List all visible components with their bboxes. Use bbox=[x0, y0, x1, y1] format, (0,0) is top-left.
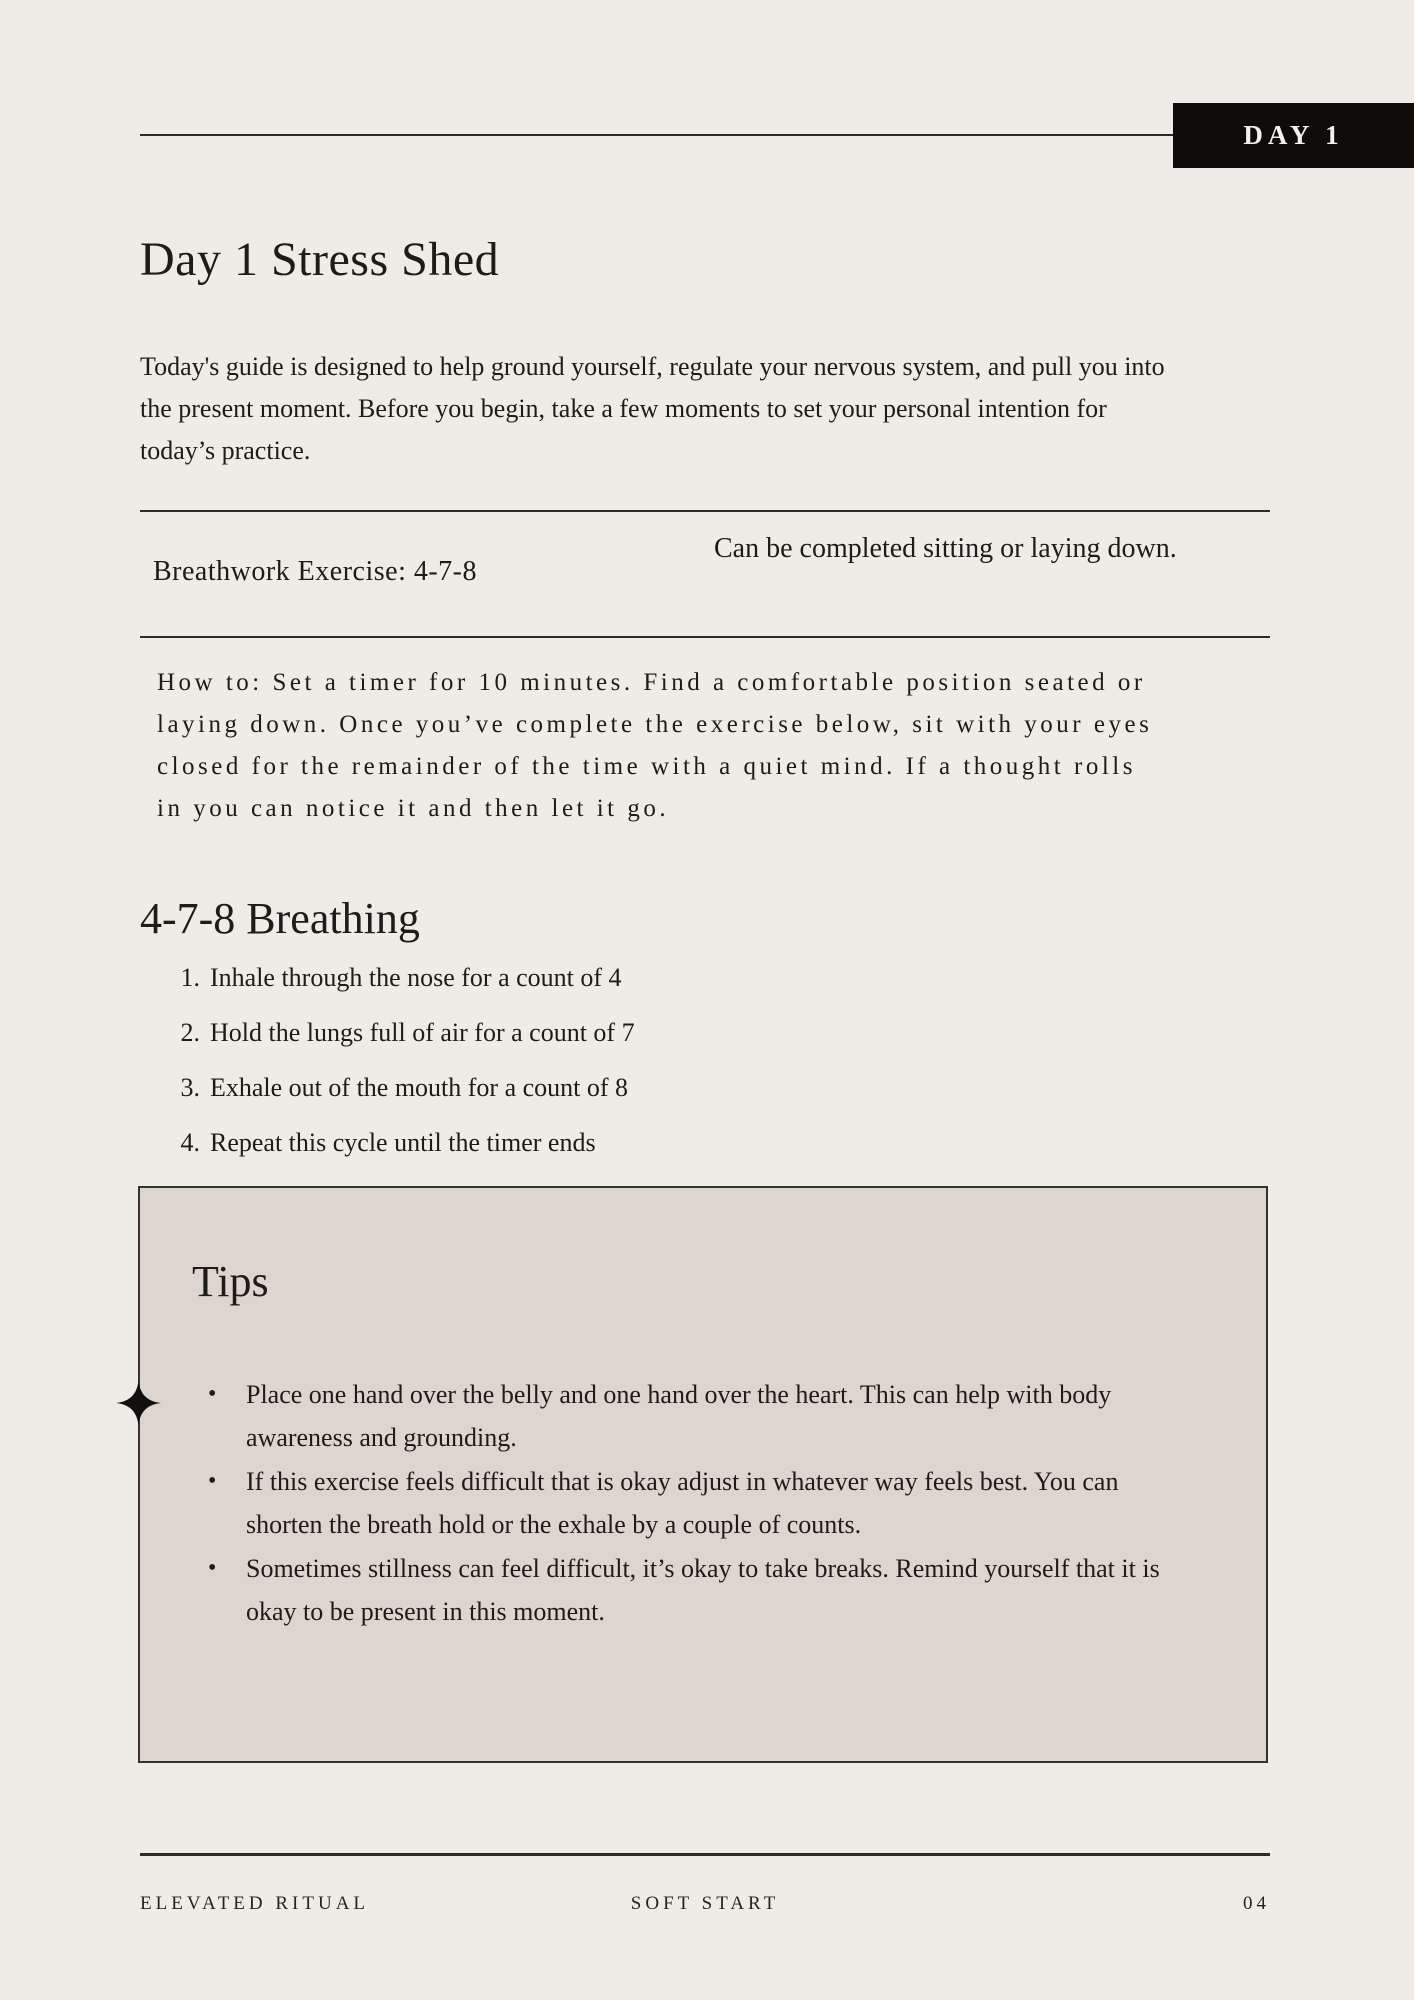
list-item bbox=[208, 1460, 1168, 1546]
how-to-paragraph: How to: Set a timer for 10 minutes. Find a comfortable position seated or laying down. Once you’ve complete the exercise below, sit with your eyes closed for the remainder of the time with a quiet mind. If a thought rolls in you can notice it and then let it go. bbox=[157, 669, 1153, 822]
intro-paragraph: Today's guide is designed to help ground yourself, regulate your nervous system, and pull you into the present moment. Before you begin, take a few moments to set your personal intention for today’s practice. bbox=[140, 352, 1165, 465]
list-item bbox=[168, 1128, 1068, 1183]
list-item bbox=[168, 1073, 1068, 1128]
sparkle-star-icon bbox=[116, 1380, 161, 1426]
bullet-icon: • bbox=[208, 1381, 217, 1407]
step-text: Hold the lungs full of air for a count of 7 bbox=[210, 1018, 635, 1047]
footer-brand: ELEVATED RITUAL bbox=[140, 1893, 370, 1914]
breathing-steps-list bbox=[168, 963, 1068, 1183]
tip-text: Place one hand over the belly and one hand over the heart. This can help with body awareness and grounding. bbox=[246, 1380, 1112, 1452]
step-text: Inhale through the nose for a count of 4 bbox=[210, 963, 622, 992]
step-number: 1. bbox=[180, 963, 200, 992]
tips-box bbox=[138, 1186, 1268, 1763]
step-text: Exhale out of the mouth for a count of 8 bbox=[210, 1073, 629, 1102]
exercise-label: Breathwork Exercise: 4-7-8 bbox=[153, 556, 477, 587]
table-rule-bottom bbox=[140, 636, 1270, 638]
table-rule-top bbox=[140, 510, 1270, 512]
tips-heading: Tips bbox=[192, 1257, 269, 1306]
tip-text: Sometimes stillness can feel difficult, it’s okay to take breaks. Remind yourself that it is okay to be present in this moment. bbox=[246, 1554, 1160, 1626]
exercise-note: Can be completed sitting or laying down. bbox=[714, 533, 1177, 564]
bullet-icon: • bbox=[208, 1468, 217, 1494]
step-number: 2. bbox=[180, 1018, 200, 1047]
day-badge-label: DAY 1 bbox=[1243, 120, 1344, 150]
footer-page-number: 04 bbox=[1243, 1893, 1270, 1914]
step-text: Repeat this cycle until the timer ends bbox=[210, 1128, 596, 1157]
list-item bbox=[168, 1018, 1068, 1073]
page-footer bbox=[140, 1893, 1270, 1915]
bullet-icon: • bbox=[208, 1555, 217, 1581]
tip-text: If this exercise feels difficult that is okay adjust in whatever way feels best. You can shorten the breath hold or the exhale by a couple of counts. bbox=[246, 1467, 1119, 1539]
step-number: 4. bbox=[180, 1128, 200, 1157]
header-rule bbox=[140, 134, 1175, 136]
page-title: Day 1 Stress Shed bbox=[140, 233, 500, 286]
step-number: 3. bbox=[180, 1073, 200, 1102]
footer-program-name: SOFT START bbox=[630, 1893, 780, 1914]
list-item bbox=[208, 1373, 1168, 1459]
tips-list bbox=[208, 1373, 1168, 1634]
breathing-heading: 4-7-8 Breathing bbox=[140, 894, 420, 943]
list-item bbox=[168, 963, 1068, 1018]
day-badge bbox=[1173, 103, 1414, 168]
footer-rule bbox=[140, 1853, 1270, 1856]
list-item bbox=[208, 1547, 1168, 1633]
